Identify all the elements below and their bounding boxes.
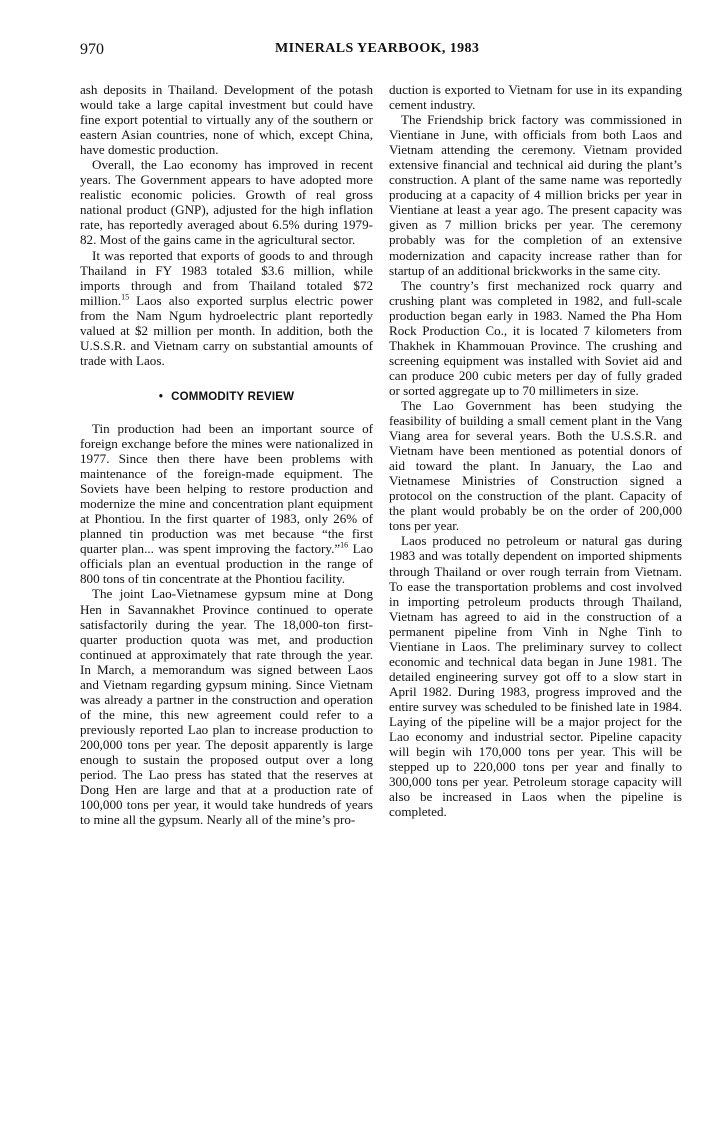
paragraph: duction is exported to Vietnam for use in its expanding cement industry. (389, 82, 682, 113)
paragraph: The country’s first mechanized rock quarry and crushing plant was completed in 1982, and full-scale production began early in 1983. Named the Pha Hom Rock Production Co., it is located 7 kilometers from Thakhek in Khammouan Province. The crushing and screening equipment was installed with Soviet aid and can produce 200 cubic meters per day of fully graded or sorted aggregate up to 70 millimeters in size. (389, 277, 682, 398)
page-header (80, 41, 680, 63)
paragraph (80, 248, 373, 368)
paragraph-text: Laos also exported surplus electric power from the Nam Ngum hydroelectric plant reportedly valued at $2 million per month. In addition, both the U.S.S.R. and Vietnam carry on substantial amounts of trade with Laos. (80, 292, 373, 368)
paragraph-text: Tin production had been an important source of foreign exchange before the mines were nationalized in 1977. Since then there have been problems with maintenance of the foreign-made equipment. The Soviets have been helping to restore production and modernize the mine and concentration plant equipment at Phontiou. In the first quarter of 1983, only 26% of planned tin production was met because “the first quarter plan... was spent improving the factory.” (80, 420, 373, 557)
paragraph-text: It was reported that exports of goods to and through Thailand in FY 1983 totaled $3.6 million, while imports through and from Thailand totaled $72 million. (80, 247, 373, 308)
page-number: 970 (80, 41, 104, 58)
paragraph-text: Lao officials plan an eventual production in the range of 800 tons of tin concentrate at the Phontiou facility. (80, 541, 373, 587)
paragraph: Laos produced no petroleum or natural gas during 1983 and was totally dependent on imported shipments through Thailand or over rough terrain from Vietnam. To ease the transportation problems and cost involved in importing petroleum products through Thailand, Vietnam has agreed to aid in the construction of a permanent pipeline from Vinh in Nghe Tinh to Vientiane in Laos. The preliminary survey to collect economic and technical data began in June 1981. The detailed engineering survey got off to a slow start in April 1982. During 1983, progress improved and the entire survey was scheduled to be finished late in 1984. Laying of the pipeline will be a major project for the Lao economy and industrial sector. Pipeline capacity will begin wih 170,000 tons per year. This will be stepped up to 220,000 tons per year and finally to 300,000 tons per year. Petroleum storage capacity will also be increased in Laos when the pipeline is completed. (389, 533, 682, 820)
section-heading (80, 390, 373, 405)
footnote-ref: 16 (340, 540, 349, 550)
running-title: MINERALS YEARBOOK, 1983 (275, 41, 480, 56)
footnote-ref: 15 (121, 292, 130, 302)
paragraph: The joint Lao-Vietnamese gypsum mine at Dong Hen in Savannakhet Province continued to operate satisfactorily during the year. The 18,000-ton first-quarter production quota was met, and production continued at approximately that rate through the year. In March, a memorandum was signed between Laos and Vietnam regarding gypsum mining. Since Vietnam was already a partner in the construction and operation of the mine, this new agreement could refer to a previously reported Lao plan to increase production to 200,000 tons per year. The deposit apparently is large enough to sustain the proposed output over a long period. The Lao press has stated that the reserves at Dong Hen are large and that at a production rate of 100,000 tons per year, it would take hundreds of years to mine all the gypsum. Nearly all of the mine’s pro- (80, 586, 373, 828)
bullet-icon: • (158, 390, 164, 403)
paragraph (80, 421, 373, 587)
paragraph: ash deposits in Thailand. Development of the potash would take a large capital investment but could have fine export potential to virtually any of the southern or eastern Asian countries, none of which, except China, have domestic production. (80, 82, 373, 158)
paragraph: The Friendship brick factory was commissioned in Vientiane in June, with officials from both Laos and Vietnam attending the ceremony. Vietnam provided extensive financial and technical aid during the plant’s construction. A plant of the same name was reportedly producing at a capacity of 4 million bricks per year in Vientiane at least a year ago. The present capacity was given as 7 million bricks per year. The ceremony probably was for the completion of an extensive modernization and capacity increase rather than for startup of an additional brickworks in the same city. (389, 112, 682, 278)
section-heading-text: COMMODITY REVIEW (171, 390, 295, 403)
paragraph: The Lao Government has been studying the feasibility of building a small cement plant in the Vang Viang area for several years. Both the U.S.S.R. and Vietnam have been mentioned as potential donors of aid toward the plant. In January, the Lao and Vietnamese Ministries of Construction signed a protocol on the construction of the plant. Capacity of the plant would probably be on the order of 200,000 tons per year. (389, 397, 682, 534)
right-column (389, 82, 682, 819)
paragraph: Overall, the Lao economy has improved in recent years. The Government appears to have adopted more realistic economic policies. Growth of real gross national product (GNP), adjusted for the high inflation rate, has reportedly averaged about 6.5% during 1979-82. Most of the gains came in the agricultural sector. (80, 157, 373, 248)
left-column (80, 82, 373, 827)
